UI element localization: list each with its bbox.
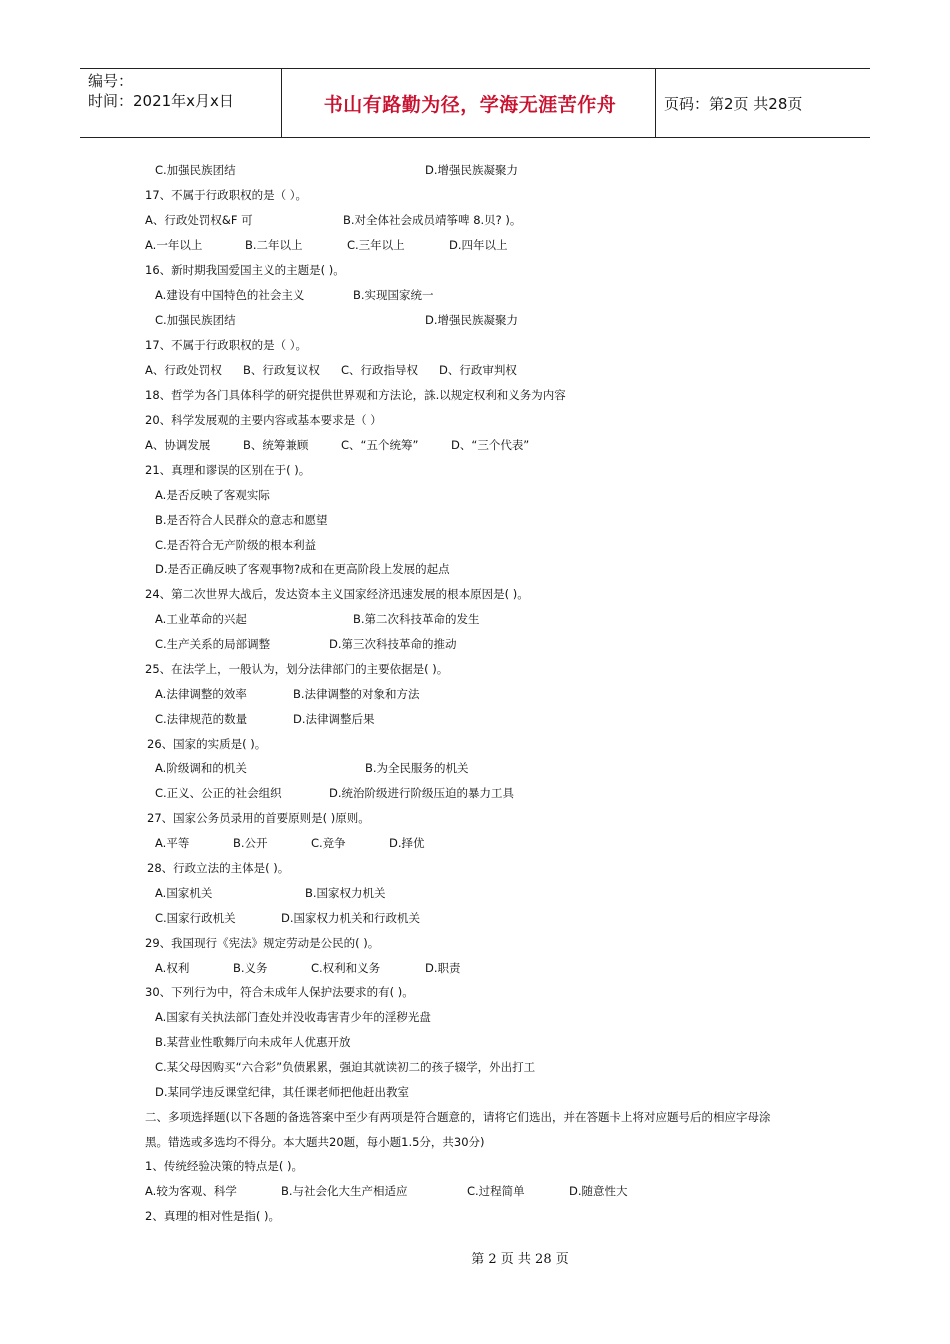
text-line: A.是否反映了客观实际	[155, 488, 270, 502]
header-divider	[281, 69, 282, 137]
text-line: 24、第二次世界大战后，发达资本主义国家经济迅速发展的根本原因是( )。	[145, 587, 529, 601]
text-line: B.是否符合人民群众的意志和愿望	[155, 513, 328, 527]
text-line: A.一年以上	[145, 238, 203, 252]
option-text: C.三年以上	[347, 238, 405, 252]
option-text: D.职责	[425, 961, 461, 975]
text-line: 29、我国现行《宪法》规定劳动是公民的( )。	[145, 936, 380, 950]
text-line: B.某营业性歌舞厅向未成年人优惠开放	[155, 1035, 351, 1049]
text-line: 16、新时期我国爱国主义的主题是( )。	[145, 263, 345, 277]
option-text: B.第二次科技革命的发生	[353, 612, 480, 626]
option-text: B、统筹兼顾	[243, 438, 309, 452]
text-line: 二、多项选择题(以下各题的备选答案中至少有两项是符合题意的，请将它们选出，并在答题卡上将对应题号后的相应字母涂	[145, 1110, 771, 1124]
text-line: A.平等	[155, 836, 190, 850]
option-text: B.二年以上	[245, 238, 303, 252]
header-meta	[88, 71, 234, 111]
text-line: A.阶级调和的机关	[155, 761, 247, 775]
option-text: D.统治阶级进行阶级压迫的暴力工具	[329, 786, 515, 800]
text-line: D.某同学违反课堂纪律，其任课老师把他赶出教室	[155, 1085, 410, 1099]
text-line: C.生产关系的局部调整	[155, 637, 271, 651]
text-line: 17、不属于行政职权的是（ ）。	[145, 338, 308, 352]
option-text: B.为全民服务的机关	[365, 761, 469, 775]
option-text: D.四年以上	[449, 238, 508, 252]
option-text: C、行政指导权	[341, 363, 419, 377]
option-text: B.实现国家统一	[353, 288, 434, 302]
option-text: B、行政复议权	[243, 363, 320, 377]
time-label: 时间：2021年x月x日	[88, 92, 234, 110]
option-text: D.增强民族凝聚力	[425, 313, 519, 327]
text-line: A、协调发展	[145, 438, 211, 452]
text-line: C.加强民族团结	[155, 313, 236, 327]
text-line: 1、传统经验决策的特点是( )。	[145, 1159, 303, 1173]
option-text: D.随意性大	[569, 1184, 628, 1198]
text-line: A.工业革命的兴起	[155, 612, 247, 626]
page-footer: 第 2 页 共 28 页	[471, 1252, 569, 1267]
text-line: A、行政处罚权&F 可	[145, 213, 253, 227]
page-header	[80, 68, 870, 138]
text-line: A.权利	[155, 961, 190, 975]
text-line: C.某父母因购买“六合彩”负债累累，强迫其就读初二的孩子辍学，外出打工	[155, 1060, 536, 1074]
text-line: 26、国家的实质是( )。	[147, 737, 267, 751]
text-line: 21、真理和谬误的区别在于( )。	[145, 463, 311, 477]
option-text: B.公开	[233, 836, 268, 850]
text-line: 2、真理的相对性是指( )。	[145, 1209, 280, 1223]
text-line: A.国家机关	[155, 886, 213, 900]
text-line: C.加强民族团结	[155, 163, 236, 177]
code-label: 编号：	[88, 72, 134, 90]
text-line: C.正义、公正的社会组织	[155, 786, 282, 800]
option-text: C.权利和义务	[311, 961, 381, 975]
text-line: C.法律规范的数量	[155, 712, 248, 726]
text-line: 黑。错选或多选均不得分。本大题共20题，每小题1.5分，共30分)	[145, 1135, 485, 1149]
text-line: C.国家行政机关	[155, 911, 236, 925]
option-text: C、“五个统筹”	[341, 438, 419, 452]
option-text: B.义务	[233, 961, 268, 975]
option-text: D.国家权力机关和行政机关	[281, 911, 421, 925]
text-line: A.较为客观、科学	[145, 1184, 237, 1198]
option-text: D.择优	[389, 836, 425, 850]
text-line: A.建设有中国特色的社会主义	[155, 288, 305, 302]
text-line: C.是否符合无产阶级的根本利益	[155, 538, 317, 552]
option-text: D.法律调整后果	[293, 712, 375, 726]
header-motto: 书山有路勤为径，学海无涯苦作舟	[323, 93, 617, 116]
text-line: 17、不属于行政职权的是（ ）。	[145, 188, 308, 202]
option-text: B.法律调整的对象和方法	[293, 687, 420, 701]
option-text: C.过程简单	[467, 1184, 525, 1198]
text-line: A.法律调整的效率	[155, 687, 247, 701]
option-text: D、“三个代表”	[451, 438, 530, 452]
header-divider	[655, 69, 656, 137]
option-text: B.对全体社会成员靖筝啤 8.贝? )。	[343, 213, 522, 227]
option-text: D.第三次科技革命的推动	[329, 637, 457, 651]
text-line: 20、科学发展观的主要内容或基本要求是（ ）	[145, 413, 382, 427]
text-line: 30、下列行为中，符合未成年人保护法要求的有( )。	[145, 985, 414, 999]
text-line: 27、国家公务员录用的首要原则是( )原则。	[147, 811, 370, 825]
header-page-number: 页码：第2页 共28页	[664, 94, 803, 113]
option-text: D.增强民族凝聚力	[425, 163, 519, 177]
text-line: D.是否正确反映了客观事物?成和在更高阶段上发展的起点	[155, 562, 450, 576]
option-text: D、行政审判权	[439, 363, 517, 377]
option-text: B.与社会化大生产相适应	[281, 1184, 408, 1198]
text-line: 25、在法学上，一般认为，划分法律部门的主要依据是( )。	[145, 662, 449, 676]
option-text: B.国家权力机关	[305, 886, 386, 900]
text-line: A.国家有关执法部门查处并没收毒害青少年的淫秽光盘	[155, 1010, 431, 1024]
text-line: 28、行政立法的主体是( )。	[147, 861, 290, 875]
option-text: C.竞争	[311, 836, 346, 850]
text-line: 18、哲学为各门具体科学的研究提供世界观和方法论，誅.以规定权利和义务为内容	[145, 388, 566, 402]
text-line: A、行政处罚权	[145, 363, 222, 377]
